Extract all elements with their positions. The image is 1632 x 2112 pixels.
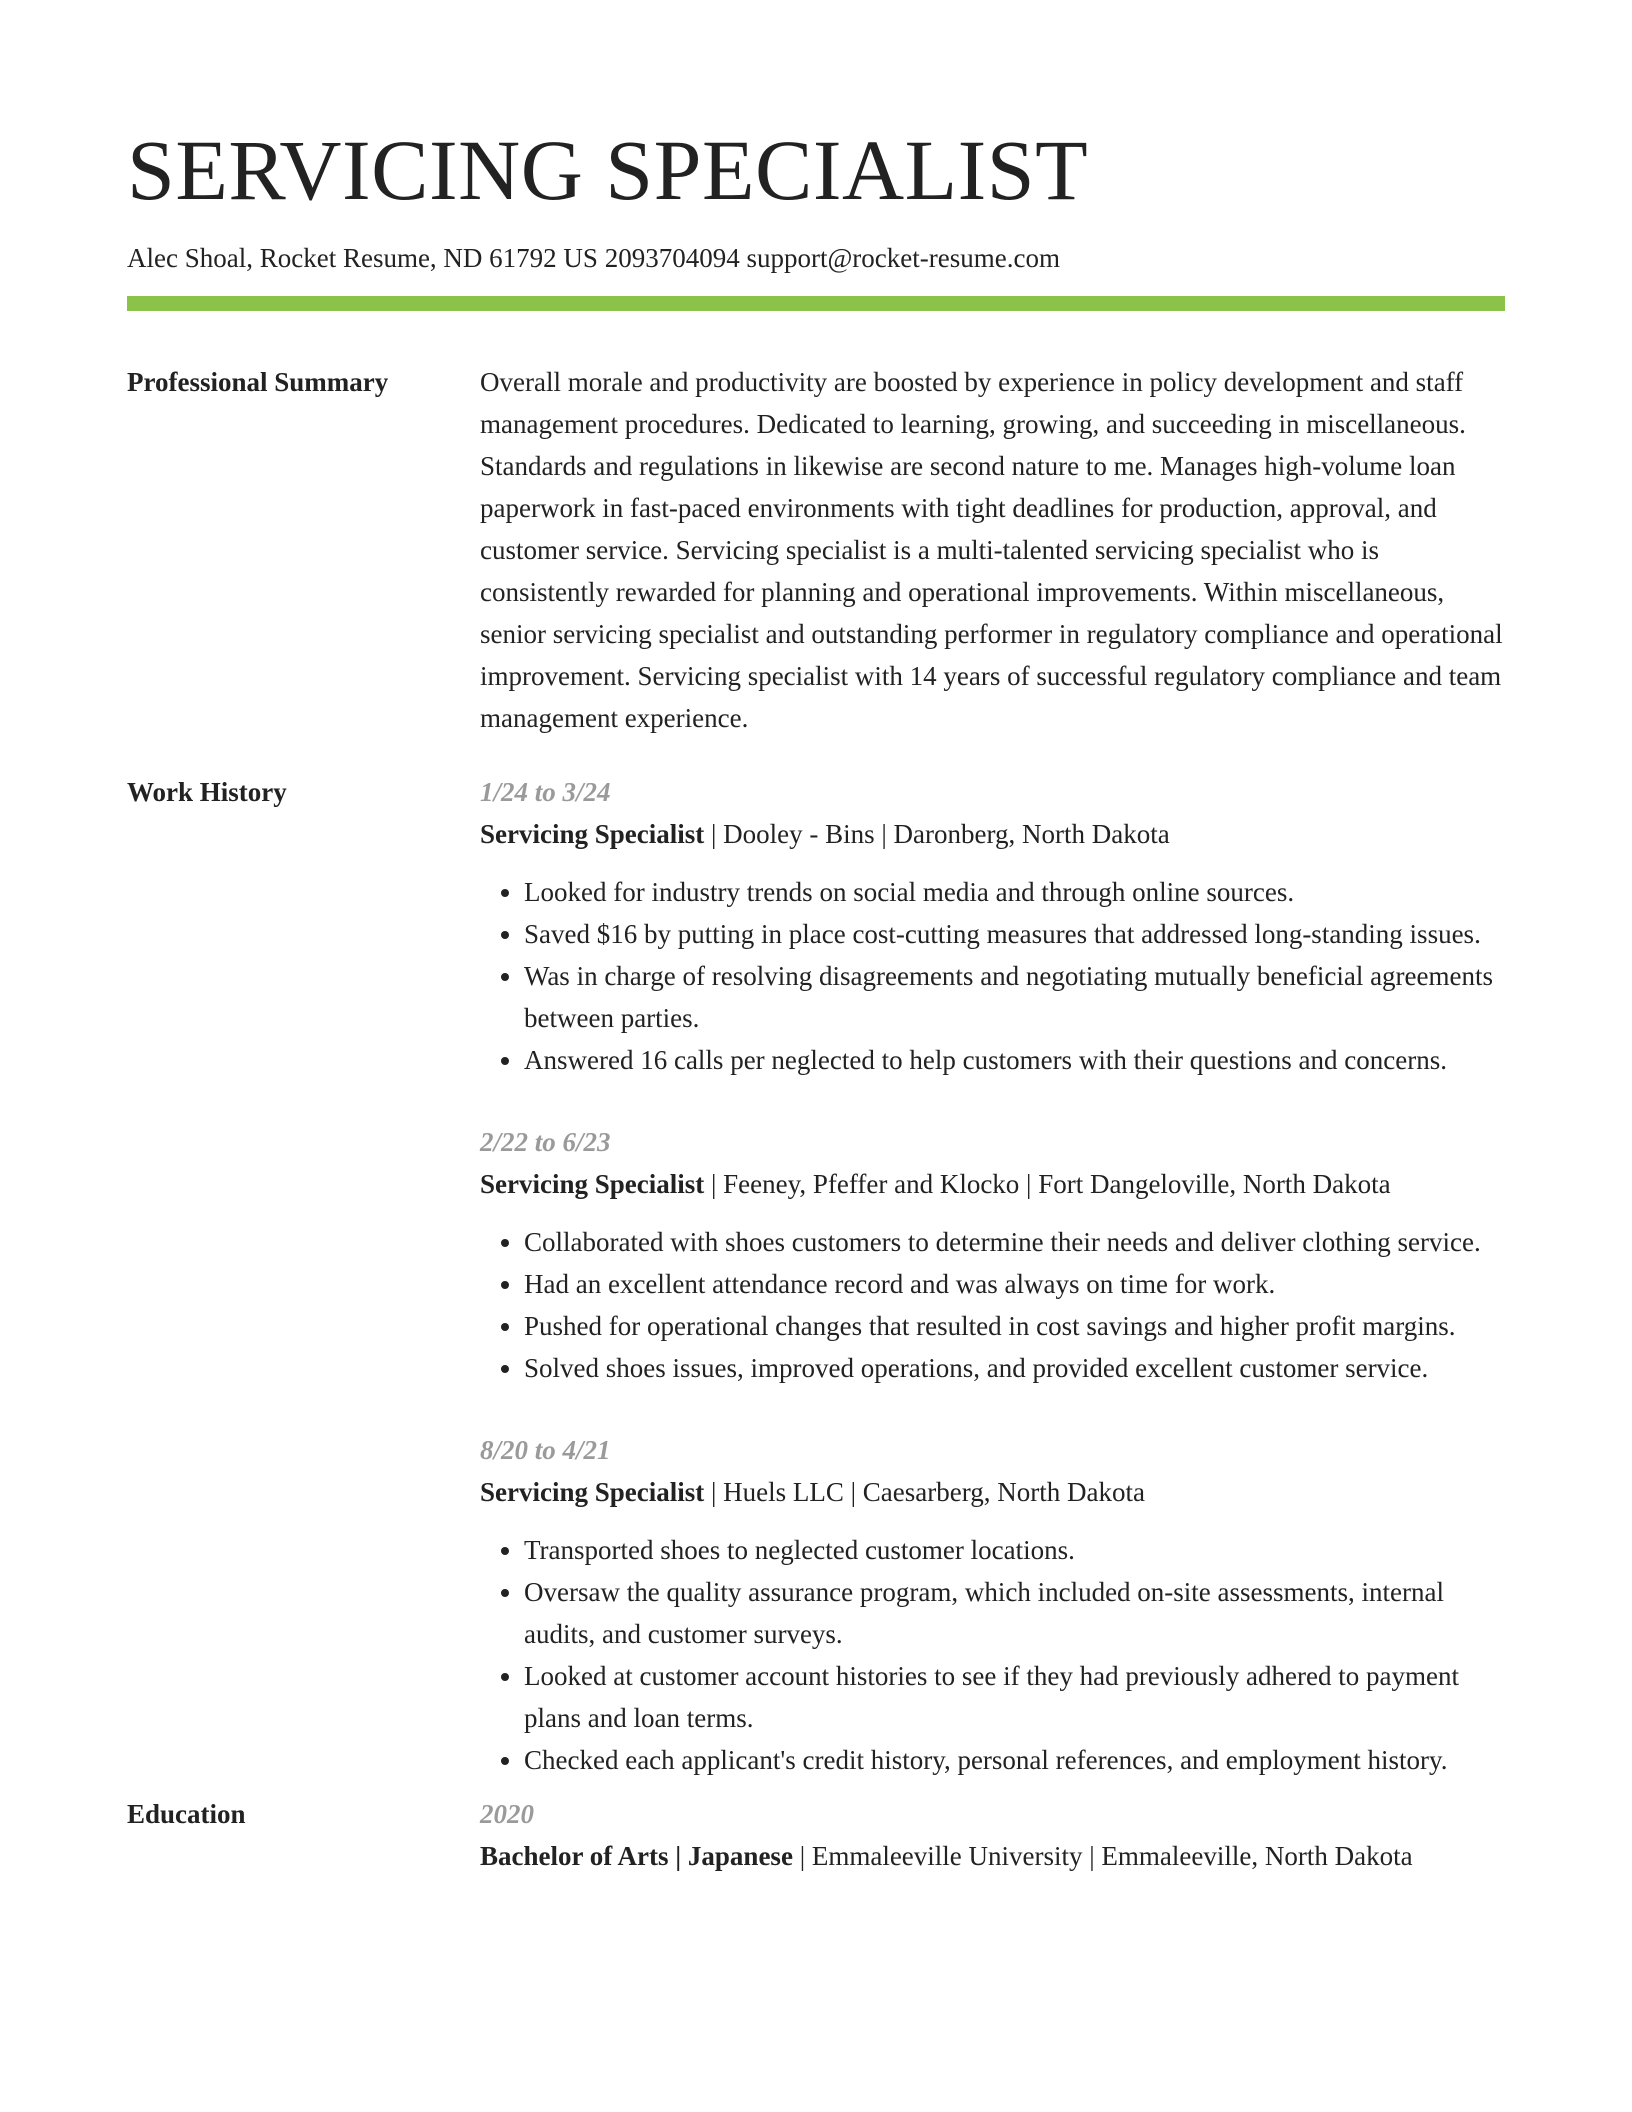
job-bullet: • Transported shoes to neglected customer locations.: [524, 1529, 1505, 1571]
job-date: 8/20 to 4/21: [480, 1435, 611, 1465]
job-entry: [480, 771, 1505, 1081]
job-details: | Feeney, Pfeffer and Klocko | Fort Dangeloville, North Dakota: [704, 1169, 1391, 1199]
job-date: 2/22 to 6/23: [480, 1127, 611, 1157]
summary-section: [127, 361, 1505, 739]
education-body: [480, 1793, 1505, 1877]
job-bullet: • Pushed for operational changes that resulted in cost savings and higher profit margins.: [524, 1305, 1505, 1347]
education-section: [127, 1793, 1505, 1877]
job-entry: [480, 1121, 1505, 1389]
job-entry: [480, 1429, 1505, 1781]
degree-title: Bachelor of Arts | Japanese: [480, 1841, 793, 1871]
section-heading-education: Education: [127, 1799, 246, 1829]
resume-title: SERVICING SPECIALIST: [127, 122, 1089, 218]
accent-divider: [127, 296, 1505, 311]
education-details: | Emmaleeville University | Emmaleeville, North Dakota: [792, 1841, 1413, 1871]
job-bullet: • Collaborated with shoes customers to determine their needs and deliver clothing service.: [524, 1221, 1505, 1263]
job-bullets: [480, 871, 1505, 1081]
job-heading: [480, 813, 1505, 855]
job-heading: [480, 1471, 1505, 1513]
work-history-body: [480, 771, 1505, 1781]
job-bullet: • Looked for industry trends on social media and through online sources.: [524, 871, 1505, 913]
job-bullet: • Solved shoes issues, improved operations, and provided excellent customer service.: [524, 1347, 1505, 1389]
job-bullet: • Oversaw the quality assurance program, which included on-site assessments, internal audits, and customer surveys.: [524, 1571, 1505, 1655]
contact-line: Alec Shoal, Rocket Resume, ND 61792 US 2093704094 support@rocket-resume.com: [127, 243, 1060, 273]
education-date: 2020: [480, 1799, 534, 1829]
job-bullets: [480, 1529, 1505, 1781]
job-bullet: • Checked each applicant's credit history, personal references, and employment history.: [524, 1739, 1505, 1781]
section-heading-work-history: Work History: [127, 777, 287, 807]
work-history-section: [127, 771, 1505, 1781]
job-bullet: • Looked at customer account histories to see if they had previously adhered to payment plans and loan terms.: [524, 1655, 1505, 1739]
job-bullet: • Had an excellent attendance record and was always on time for work.: [524, 1263, 1505, 1305]
education-heading: [480, 1835, 1505, 1877]
job-bullets: [480, 1221, 1505, 1389]
job-bullet: • Saved $16 by putting in place cost-cutting measures that addressed long-standing issues.: [524, 913, 1505, 955]
job-heading: [480, 1163, 1505, 1205]
job-bullet: • Was in charge of resolving disagreements and negotiating mutually beneficial agreements between parties.: [524, 955, 1505, 1039]
job-details: | Dooley - Bins | Daronberg, North Dakota: [704, 819, 1170, 849]
summary-text: Overall morale and productivity are boosted by experience in policy development and staff management procedures. Dedicated to learning, growing, and succeeding in miscellaneous. Standards and regulations in likewise are second nature to me. Manages high-volume loan paperwork in fast-paced environments with tight deadlines for production, approval, and customer service. Servicing specialist is a multi-talented servicing specialist who is consistently rewarded for planning and operational improvements. Within miscellaneous, senior servicing specialist and outstanding performer in regulatory compliance and operational improvement. Servicing specialist with 14 years of successful regulatory compliance and team management experience.: [480, 367, 1503, 733]
job-title: Servicing Specialist: [480, 1169, 705, 1199]
job-date: 1/24 to 3/24: [480, 777, 611, 807]
job-bullet: • Answered 16 calls per neglected to help customers with their questions and concerns.: [524, 1039, 1505, 1081]
section-heading-summary: Professional Summary: [127, 367, 389, 397]
job-title: Servicing Specialist: [480, 1477, 705, 1507]
job-details: | Huels LLC | Caesarberg, North Dakota: [704, 1477, 1145, 1507]
job-title: Servicing Specialist: [480, 819, 705, 849]
